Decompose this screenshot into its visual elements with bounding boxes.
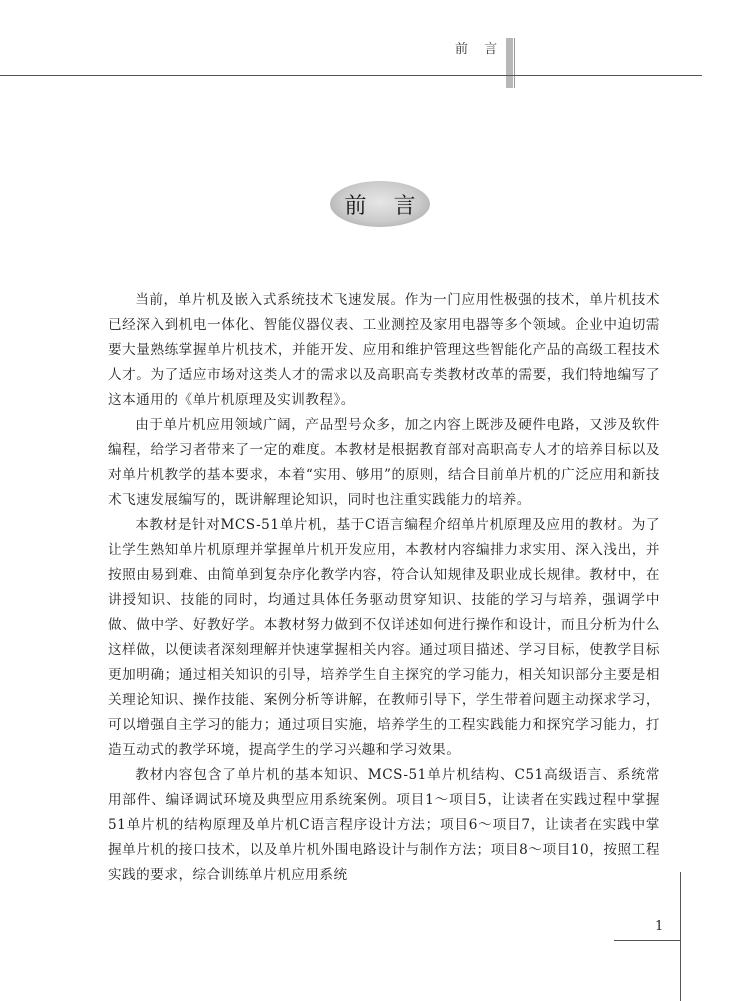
page-number: 1 — [655, 919, 664, 934]
footer-rule-horizontal — [614, 940, 680, 941]
paragraph-4: 教材内容包含了单片机的基本知识、MCS-51单片机结构、C51高级语言、系统常用部件、编译调试环境及典型应用系统案例。项目1～项目5，让读者在实践过程中掌握51单片机的结构原理及单片机C语言程序设计方法；项目6～项目7，让读者在实践中掌握单片机的接口技术，以及单片机外围电路设计与制作方法；项目8～项目10，按照工程实践的要求，综合训练单片机应用系统 — [108, 767, 660, 883]
running-head: 前 言 — [455, 42, 504, 57]
body-text — [108, 288, 660, 888]
paragraph-3: 本教材是针对MCS-51单片机，基于C语言编程介绍单片机原理及应用的教材。为了让学生熟知单片机原理并掌握单片机开发应用，本教材内容编排力求实用、深入浅出，并按照由易到难、由简单到复杂序化教学内容，符合认知规律及职业成长规律。教材中，在讲授知识、技能的同时，均通过具体任务驱动贯穿知识、技能的学习与培养，强调学中做、做中学、好教好学。本教材努力做到不仅详述如何进行操作和设计，而且分析为什么这样做，以便读者深刻理解并快速掌握相关内容。通过项目描述、学习目标，使教学目标更加明确；通过相关知识的引导，培养学生自主探究的学习能力，相关知识部分主要是相关理论知识、操作技能、案例分析等讲解，在教师引导下，学生带着问题主动探求学习，可以增强自主学习的能力；通过项目实施，培养学生的工程实践能力和探究学习能力，打造互动式的教学环境，提高学生的学习兴趣和学习效果。 — [108, 517, 660, 758]
title-badge — [330, 181, 430, 227]
header-bar — [506, 38, 513, 88]
page-title: 前 言 — [344, 193, 426, 219]
header-rule — [0, 75, 702, 76]
paragraph-2: 由于单片机应用领域广阔，产品型号众多，加之内容上既涉及硬件电路，又涉及软件编程，给学习者带来了一定的难度。本教材是根据教育部对高职高专人才的培养目标以及对单片机教学的基本要求，本着“实用、够用”的原则，结合目前单片机的广泛应用和新技术飞速发展编写的，既讲解理论知识，同时也注重实践能力的培养。 — [108, 417, 660, 508]
footer-rule-vertical — [680, 872, 681, 1001]
paragraph-1: 当前，单片机及嵌入式系统技术飞速发展。作为一门应用性极强的技术，单片机技术已经深入到机电一体化、智能仪器仪表、工业测控及家用电器等多个领域。企业中迫切需要大量熟练掌握单片机技术，并能开发、应用和维护管理这些智能化产品的高级工程技术人才。为了适应市场对这类人才的需求以及高职高专类教材改革的需要，我们特地编写了这本通用的《单片机原理及实训教程》。 — [108, 292, 660, 408]
header-bar-thin — [514, 38, 515, 88]
